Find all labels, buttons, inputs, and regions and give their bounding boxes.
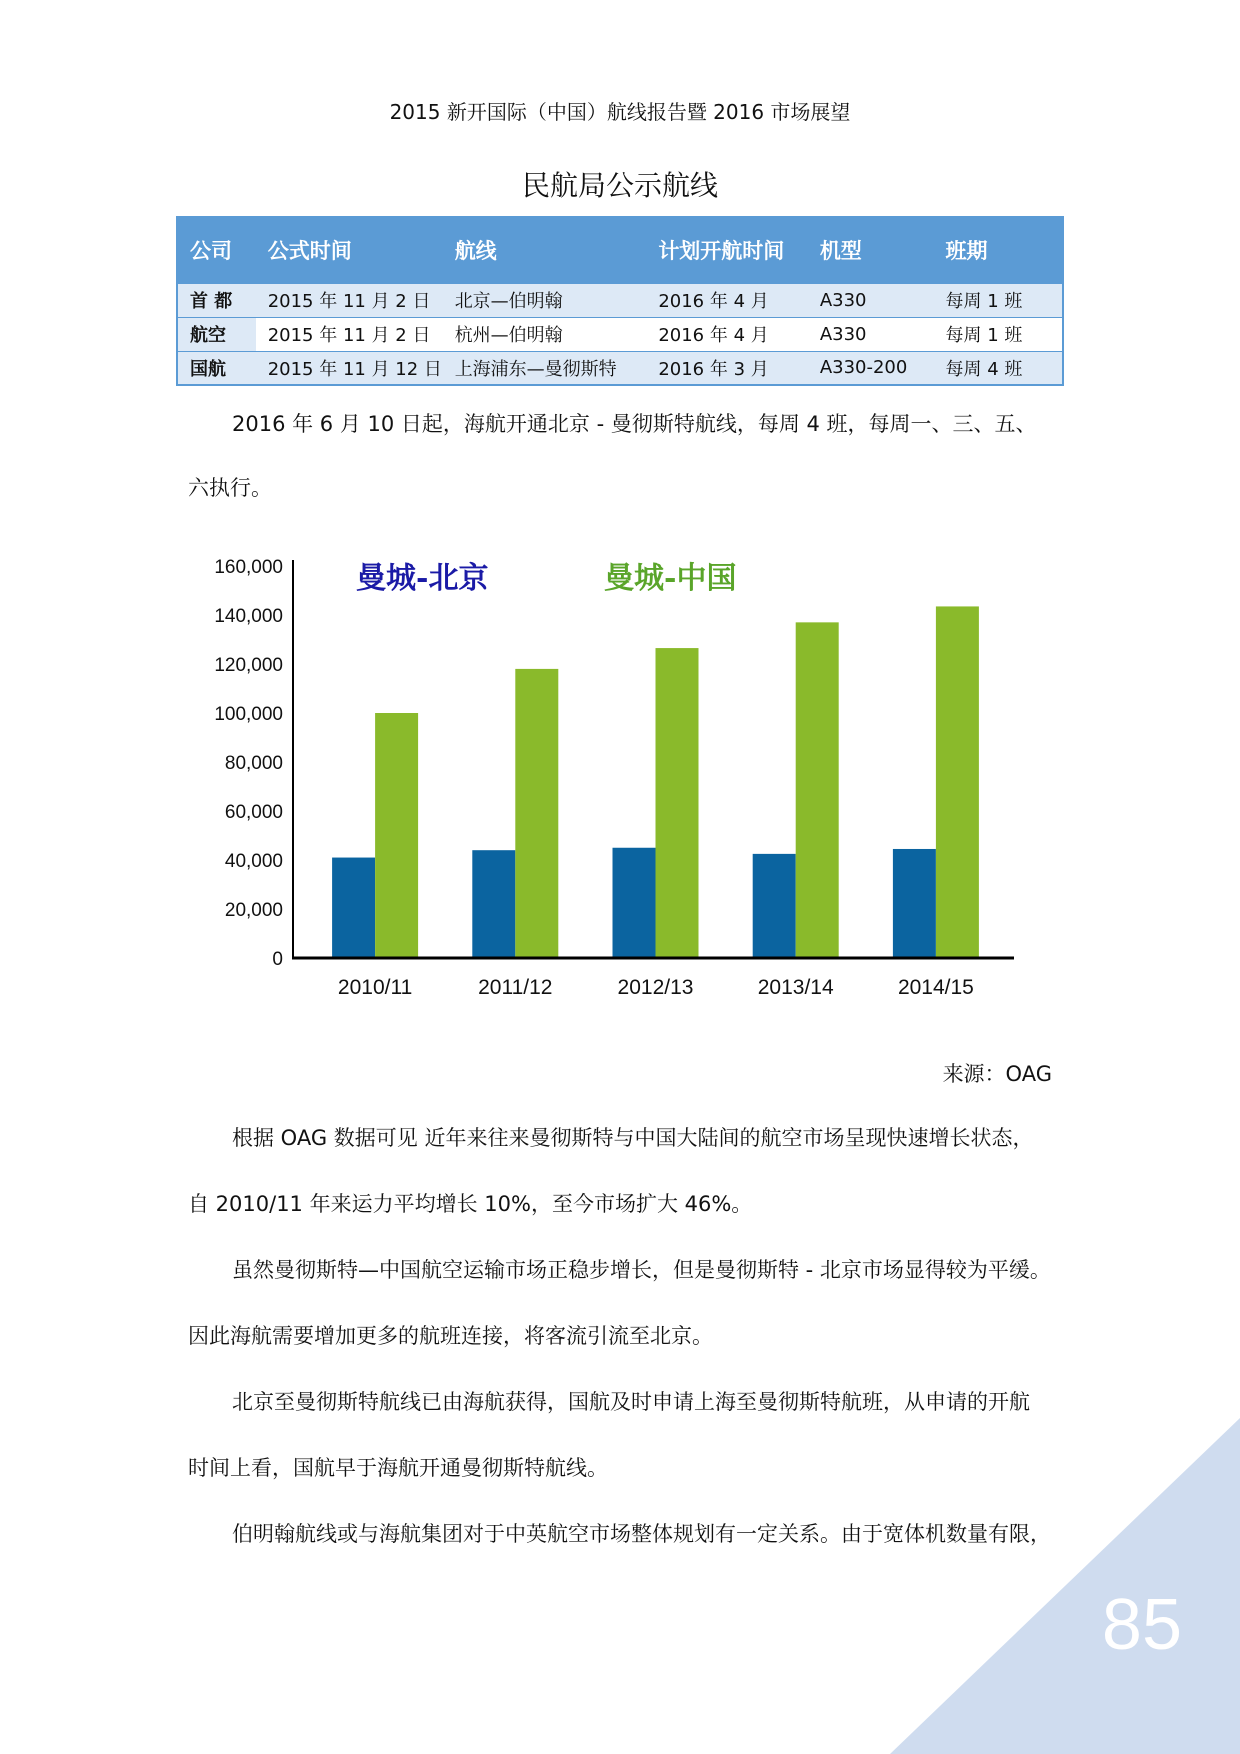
- intro-text: 2016 年 6 月 10 日起，海航开通北京 - 曼彻斯特航线，每周 4 班，每周一、三、五、: [232, 412, 1037, 436]
- capacity-bar-chart: [180, 540, 1040, 1010]
- table-row: [177, 283, 1063, 317]
- bar-series-1: [893, 849, 936, 958]
- bar-series-2: [515, 669, 558, 958]
- x-tick-label: 2012/13: [617, 976, 694, 999]
- y-tick-label: 120,000: [214, 655, 283, 676]
- paragraph-3-line-2: 时间上看，国航早于海航开通曼彻斯特航线。: [188, 1456, 608, 1480]
- table-cell: 上海浦东—曼彻斯特: [443, 351, 647, 385]
- table-cell: 2015 年 11 月 2 日: [256, 283, 443, 317]
- bar-series-2: [656, 648, 699, 958]
- y-tick-label: 80,000: [224, 753, 283, 774]
- company-cell: 首 都: [177, 283, 256, 317]
- running-header: 2015 新开国际（中国）航线报告暨 2016 市场展望: [389, 100, 851, 124]
- table-cell: 每周 1 班: [933, 283, 1063, 317]
- y-tick-label: 0: [272, 949, 283, 970]
- paragraph-2-line-1: [188, 1254, 1068, 1284]
- x-tick-label: 2011/12: [478, 976, 553, 999]
- y-tick-label: 160,000: [214, 557, 283, 578]
- table-row: [177, 317, 1063, 351]
- bar-series-1: [472, 850, 515, 958]
- table-cell: 2016 年 4 月: [646, 317, 808, 351]
- table-cell: 北京—伯明翰: [443, 283, 647, 317]
- intro-line-1: [188, 408, 1068, 438]
- paragraph-text: 北京至曼彻斯特航线已由海航获得，国航及时申请上海至曼彻斯特航班，从申请的开航: [232, 1390, 1030, 1414]
- header-announce-date: 公式时间: [256, 217, 443, 283]
- table-cell: A330: [808, 283, 934, 317]
- bar-series-2: [375, 713, 418, 958]
- source-note: 来源：OAG: [942, 1062, 1052, 1086]
- x-tick-label: 2013/14: [757, 976, 834, 999]
- section-title: 民航局公示航线: [521, 169, 718, 202]
- corner-decoration: [890, 1418, 1240, 1754]
- bar-series-2: [936, 606, 979, 958]
- legend-series-2: 曼城-中国: [604, 561, 737, 596]
- table-cell: 每周 4 班: [933, 351, 1063, 385]
- intro-line-2: 六执行。: [188, 476, 272, 500]
- bar-series-1: [753, 854, 796, 958]
- paragraph-3-line-1: [188, 1386, 1068, 1416]
- y-tick-label: 20,000: [224, 900, 283, 921]
- routes-table: [176, 216, 1064, 386]
- y-tick-label: 40,000: [224, 851, 283, 872]
- y-tick-label: 60,000: [224, 802, 283, 823]
- table-cell: 2015 年 11 月 12 日: [256, 351, 443, 385]
- table-cell: 每周 1 班: [933, 317, 1063, 351]
- table-cell: 2016 年 4 月: [646, 283, 808, 317]
- company-cell: 国航: [177, 351, 256, 385]
- paragraph-1-line-1: [188, 1122, 1068, 1152]
- header-route: 航线: [443, 217, 647, 283]
- y-tick-label: 100,000: [214, 704, 283, 725]
- y-tick-label: 140,000: [214, 606, 283, 627]
- table-header-row: [177, 217, 1063, 283]
- bar-series-2: [796, 622, 839, 958]
- paragraph-text: 虽然曼彻斯特—中国航空运输市场正稳步增长，但是曼彻斯特 - 北京市场显得较为平缓。: [232, 1258, 1051, 1282]
- legend-series-1: 曼城-北京: [356, 561, 489, 596]
- header-frequency: 班期: [933, 217, 1063, 283]
- table-cell: 2016 年 3 月: [646, 351, 808, 385]
- paragraph-text: 伯明翰航线或与海航集团对于中英航空市场整体规划有一定关系。由于宽体机数量有限，: [232, 1522, 1051, 1546]
- bar-series-1: [613, 848, 656, 958]
- header-aircraft: 机型: [808, 217, 934, 283]
- x-tick-label: 2010/11: [337, 976, 413, 999]
- table-cell: A330-200: [808, 351, 934, 385]
- table-row: [177, 351, 1063, 385]
- table-cell: 2015 年 11 月 2 日: [256, 317, 443, 351]
- page-number: 85: [1101, 1585, 1182, 1665]
- table-cell: 杭州—伯明翰: [443, 317, 647, 351]
- x-tick-label: 2014/15: [897, 976, 974, 999]
- paragraph-text: 根据 OAG 数据可见 近年来往来曼彻斯特与中国大陆间的航空市场呈现快速增长状态，: [232, 1126, 1034, 1150]
- table-cell: A330: [808, 317, 934, 351]
- header-launch-date: 计划开航时间: [646, 217, 808, 283]
- paragraph-2-line-2: 因此海航需要增加更多的航班连接，将客流引流至北京。: [188, 1324, 713, 1348]
- company-cell: 航空: [177, 317, 256, 351]
- bar-series-1: [332, 858, 375, 958]
- header-company: 公司: [177, 217, 256, 283]
- paragraph-1-line-2: 自 2010/11 年来运力平均增长 10%，至今市场扩大 46%。: [188, 1192, 753, 1216]
